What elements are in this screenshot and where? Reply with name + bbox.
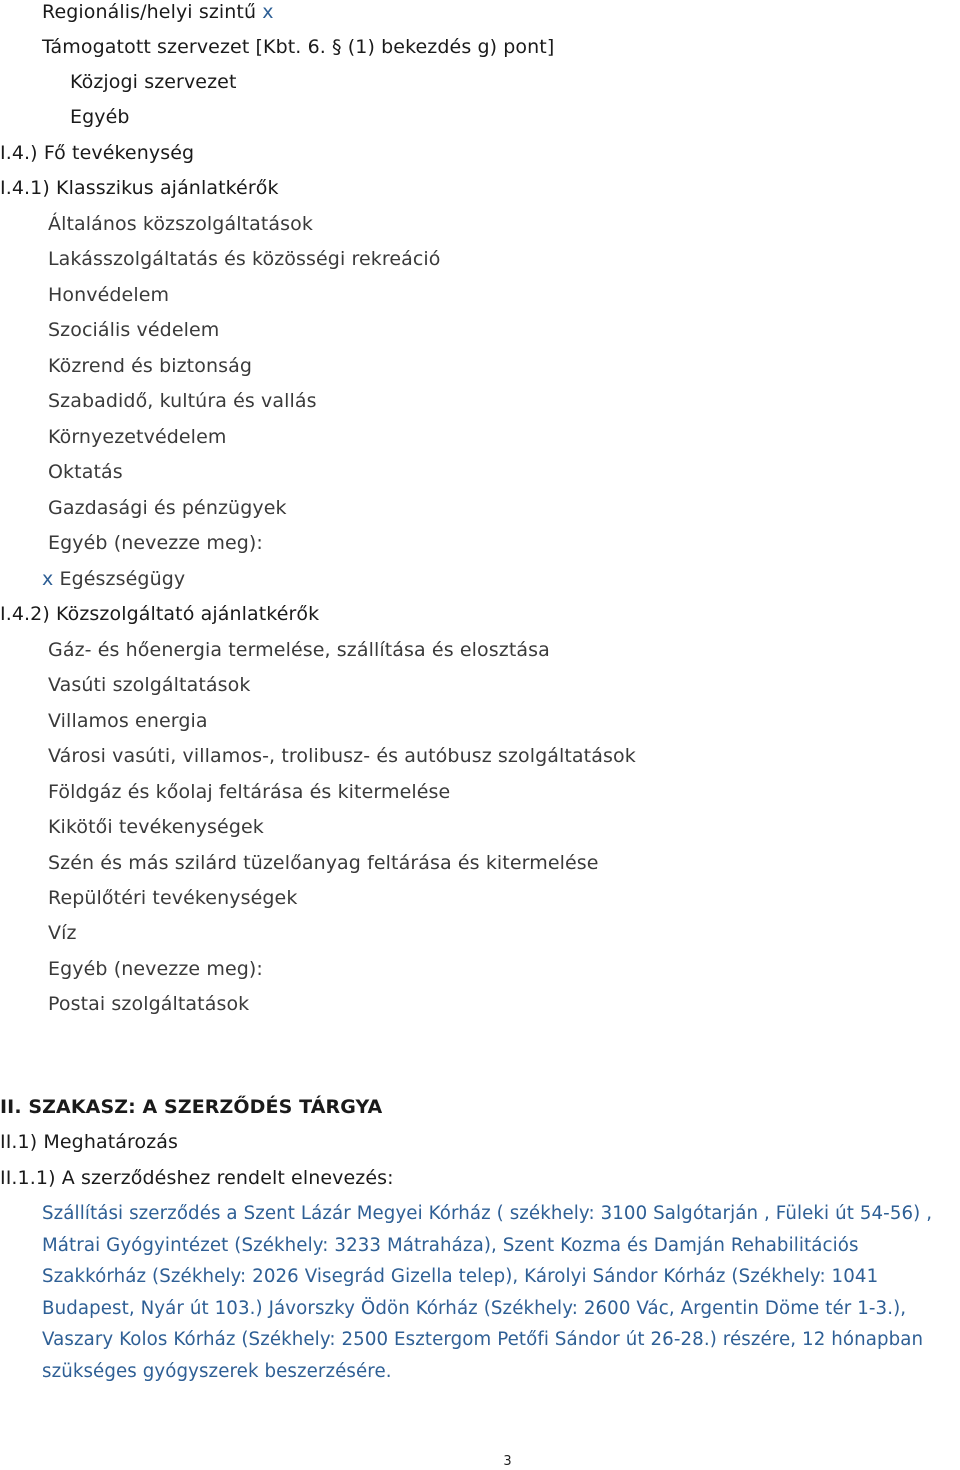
classic-contracting-heading: I.4.1) Klasszikus ajánlatkérők	[0, 177, 279, 199]
option-regional	[42, 0, 274, 24]
page-number: 3	[503, 1454, 512, 1469]
utility-item: Kikötői tevékenységek	[48, 816, 264, 838]
classic-item: Környezetvédelem	[48, 426, 227, 448]
utility-item: Egyéb (nevezze meg):	[48, 958, 263, 980]
classic-item: Szociális védelem	[48, 319, 220, 341]
utility-item: Repülőtéri tevékenységek	[48, 887, 298, 909]
classic-item: Általános közszolgáltatások	[48, 213, 313, 235]
utility-item: Földgáz és kőolaj feltárása és kitermelése	[48, 781, 451, 803]
utility-item: Postai szolgáltatások	[48, 993, 250, 1015]
classic-item: Szabadidő, kultúra és vallás	[48, 390, 317, 412]
utility-item: Vasúti szolgáltatások	[48, 674, 251, 696]
main-activity-heading: I.4.) Fő tevékenység	[0, 142, 195, 164]
definition-heading: II.1) Meghatározás	[0, 1131, 179, 1153]
classic-item: Gazdasági és pénzügyek	[48, 497, 287, 519]
option-supported-org: Támogatott szervezet [Kbt. 6. § (1) bekezdés g) pont]	[42, 36, 555, 58]
regional-selected-mark: x	[262, 1, 274, 23]
classic-item: Közrend és biztonság	[48, 355, 252, 377]
utility-item: Szén és más szilárd tüzelőanyag feltárása és kitermelése	[48, 852, 599, 874]
utility-item: Villamos energia	[48, 710, 208, 732]
utility-item: Víz	[48, 922, 77, 944]
classic-selected-item	[42, 567, 185, 591]
utility-item: Gáz- és hőenergia termelése, szállítása és elosztása	[48, 639, 550, 661]
section-title: II. SZAKASZ: A SZERZŐDÉS TÁRGYA	[0, 1096, 383, 1118]
classic-item: Honvédelem	[48, 284, 170, 306]
selected-mark: x	[42, 568, 54, 590]
classic-item: Egyéb (nevezze meg):	[48, 532, 263, 554]
contract-name-label: II.1.1) A szerződéshez rendelt elnevezés:	[0, 1167, 394, 1189]
contract-name-value: Szállítási szerződés a Szent Lázár Megyei Kórház ( székhely: 3100 Salgótarján , Füleki út 54-56) , Mátrai Gyógyintézet (Székhely: 3233 Mátraháza), Szent Kozma és Damján Rehabilitációs Szakkórház (Székhely: 2026 Visegrád Gizella telep), Károlyi Sándor Kórház (Székhely: 1041 Budapest, Nyár út 103.) Jávorszky Ödön Kórház (Székhely: 2600 Vác, Argentin Döme tér 1-3.), Vaszary Kolos Kórház (Székhely: 2500 Esztergom Petőfi Sándor út 26-28.) részére, 12 hónapban szükséges gyógyszerek beszerzésére.	[42, 1203, 933, 1382]
utility-contracting-heading: I.4.2) Közszolgáltató ajánlatkérők	[0, 603, 320, 625]
classic-item: Oktatás	[48, 461, 123, 483]
option-regional-label: Regionális/helyi szintű	[42, 1, 257, 23]
utility-item: Városi vasúti, villamos-, trolibusz- és autóbusz szolgáltatások	[48, 745, 636, 767]
option-other: Egyéb	[70, 106, 130, 128]
option-public-law-org: Közjogi szervezet	[70, 71, 237, 93]
classic-item: Lakásszolgáltatás és közösségi rekreáció	[48, 248, 441, 270]
selected-item-label: Egészségügy	[59, 568, 186, 590]
